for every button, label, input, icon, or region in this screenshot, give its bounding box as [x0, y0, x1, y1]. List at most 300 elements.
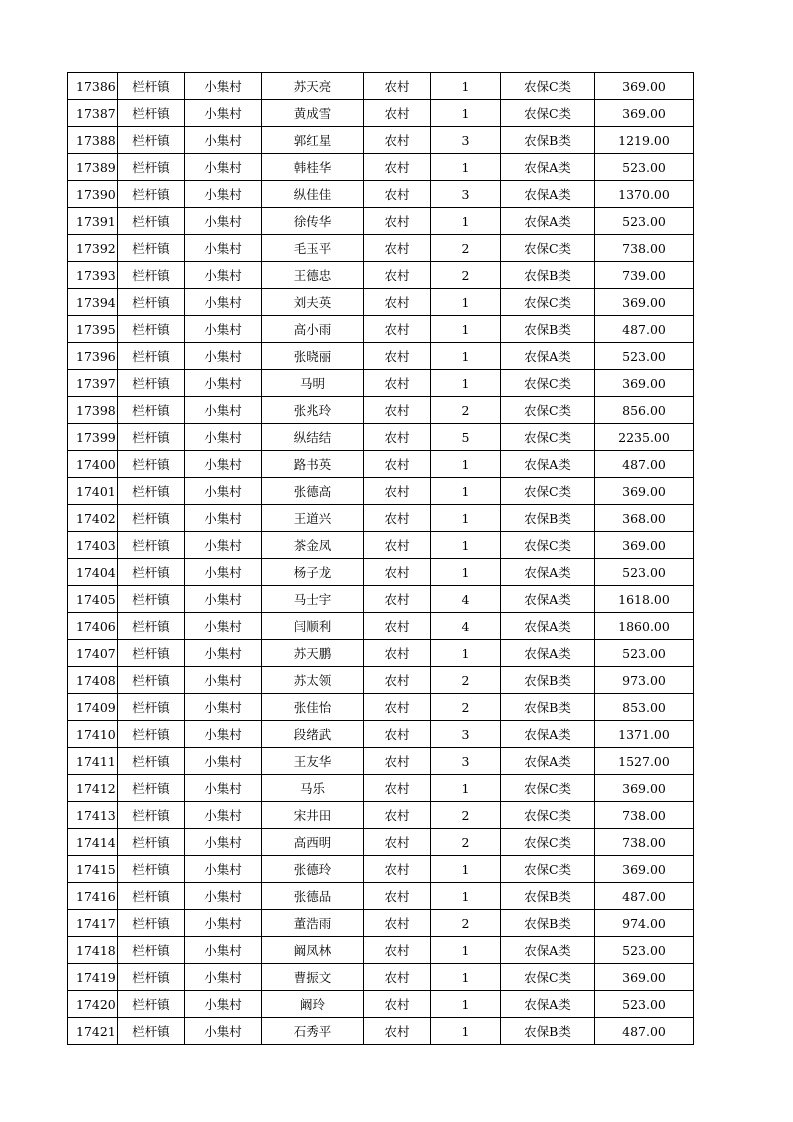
village-cell: 小集村: [185, 586, 262, 613]
insurance-category-cell: 农保B类: [501, 1018, 595, 1045]
name-cell: 苏天亮: [262, 73, 364, 100]
row-id-cell: 17414: [68, 829, 118, 856]
name-cell: 苏太领: [262, 667, 364, 694]
row-id-cell: 17399: [68, 424, 118, 451]
village-cell: 小集村: [185, 316, 262, 343]
name-cell: 曹振文: [262, 964, 364, 991]
name-cell: 王德忠: [262, 262, 364, 289]
name-cell: 王道兴: [262, 505, 364, 532]
household-count-cell: 2: [431, 667, 501, 694]
amount-cell: 1370.00: [595, 181, 694, 208]
amount-cell: 523.00: [595, 937, 694, 964]
name-cell: 苏天鹏: [262, 640, 364, 667]
village-cell: 小集村: [185, 883, 262, 910]
row-id-cell: 17389: [68, 154, 118, 181]
town-cell: 栏杆镇: [118, 289, 185, 316]
town-cell: 栏杆镇: [118, 559, 185, 586]
household-count-cell: 5: [431, 424, 501, 451]
row-id-cell: 17409: [68, 694, 118, 721]
village-cell: 小集村: [185, 802, 262, 829]
village-cell: 小集村: [185, 478, 262, 505]
amount-cell: 974.00: [595, 910, 694, 937]
town-cell: 栏杆镇: [118, 991, 185, 1018]
area-type-cell: 农村: [364, 505, 431, 532]
table-row: [68, 289, 694, 316]
name-cell: 张德高: [262, 478, 364, 505]
village-cell: 小集村: [185, 532, 262, 559]
area-type-cell: 农村: [364, 343, 431, 370]
row-id-cell: 17407: [68, 640, 118, 667]
household-count-cell: 1: [431, 208, 501, 235]
area-type-cell: 农村: [364, 289, 431, 316]
village-cell: 小集村: [185, 370, 262, 397]
row-id-cell: 17402: [68, 505, 118, 532]
row-id-cell: 17395: [68, 316, 118, 343]
village-cell: 小集村: [185, 343, 262, 370]
village-cell: 小集村: [185, 1018, 262, 1045]
amount-cell: 1219.00: [595, 127, 694, 154]
insurance-category-cell: 农保C类: [501, 100, 595, 127]
name-cell: 郭红星: [262, 127, 364, 154]
area-type-cell: 农村: [364, 532, 431, 559]
row-id-cell: 17405: [68, 586, 118, 613]
table-row: [68, 937, 694, 964]
name-cell: 茶金凤: [262, 532, 364, 559]
area-type-cell: 农村: [364, 478, 431, 505]
insurance-category-cell: 农保C类: [501, 802, 595, 829]
amount-cell: 1527.00: [595, 748, 694, 775]
row-id-cell: 17404: [68, 559, 118, 586]
insurance-category-cell: 农保A类: [501, 991, 595, 1018]
table-row: [68, 532, 694, 559]
household-count-cell: 2: [431, 235, 501, 262]
table-row: [68, 397, 694, 424]
name-cell: 张晓丽: [262, 343, 364, 370]
table-row: [68, 100, 694, 127]
insurance-category-cell: 农保C类: [501, 829, 595, 856]
area-type-cell: 农村: [364, 370, 431, 397]
area-type-cell: 农村: [364, 829, 431, 856]
insurance-category-cell: 农保C类: [501, 775, 595, 802]
household-count-cell: 1: [431, 370, 501, 397]
table-row: [68, 478, 694, 505]
insurance-category-cell: 农保C类: [501, 424, 595, 451]
name-cell: 阚玲: [262, 991, 364, 1018]
town-cell: 栏杆镇: [118, 100, 185, 127]
table-row: [68, 73, 694, 100]
amount-cell: 1371.00: [595, 721, 694, 748]
insurance-category-cell: 农保B类: [501, 505, 595, 532]
area-type-cell: 农村: [364, 964, 431, 991]
village-cell: 小集村: [185, 613, 262, 640]
area-type-cell: 农村: [364, 802, 431, 829]
area-type-cell: 农村: [364, 154, 431, 181]
area-type-cell: 农村: [364, 181, 431, 208]
area-type-cell: 农村: [364, 586, 431, 613]
table-row: [68, 424, 694, 451]
village-cell: 小集村: [185, 640, 262, 667]
household-count-cell: 1: [431, 964, 501, 991]
village-cell: 小集村: [185, 397, 262, 424]
row-id-cell: 17392: [68, 235, 118, 262]
name-cell: 纵佳佳: [262, 181, 364, 208]
village-cell: 小集村: [185, 127, 262, 154]
household-count-cell: 4: [431, 613, 501, 640]
insurance-category-cell: 农保C类: [501, 964, 595, 991]
insurance-category-cell: 农保A类: [501, 208, 595, 235]
town-cell: 栏杆镇: [118, 721, 185, 748]
area-type-cell: 农村: [364, 73, 431, 100]
household-count-cell: 1: [431, 154, 501, 181]
name-cell: 张兆玲: [262, 397, 364, 424]
amount-cell: 1618.00: [595, 586, 694, 613]
town-cell: 栏杆镇: [118, 1018, 185, 1045]
amount-cell: 973.00: [595, 667, 694, 694]
household-count-cell: 2: [431, 694, 501, 721]
name-cell: 毛玉平: [262, 235, 364, 262]
town-cell: 栏杆镇: [118, 478, 185, 505]
row-id-cell: 17419: [68, 964, 118, 991]
name-cell: 高小雨: [262, 316, 364, 343]
village-cell: 小集村: [185, 856, 262, 883]
household-count-cell: 2: [431, 910, 501, 937]
town-cell: 栏杆镇: [118, 451, 185, 478]
amount-cell: 369.00: [595, 370, 694, 397]
village-cell: 小集村: [185, 262, 262, 289]
insurance-category-cell: 农保B类: [501, 262, 595, 289]
area-type-cell: 农村: [364, 748, 431, 775]
amount-cell: 369.00: [595, 775, 694, 802]
name-cell: 韩桂华: [262, 154, 364, 181]
village-cell: 小集村: [185, 559, 262, 586]
town-cell: 栏杆镇: [118, 937, 185, 964]
table-row: [68, 343, 694, 370]
row-id-cell: 17421: [68, 1018, 118, 1045]
row-id-cell: 17393: [68, 262, 118, 289]
village-cell: 小集村: [185, 181, 262, 208]
area-type-cell: 农村: [364, 208, 431, 235]
town-cell: 栏杆镇: [118, 748, 185, 775]
insurance-category-cell: 农保C类: [501, 532, 595, 559]
household-count-cell: 1: [431, 73, 501, 100]
village-cell: 小集村: [185, 964, 262, 991]
area-type-cell: 农村: [364, 262, 431, 289]
table-row: [68, 505, 694, 532]
amount-cell: 856.00: [595, 397, 694, 424]
household-count-cell: 2: [431, 829, 501, 856]
town-cell: 栏杆镇: [118, 235, 185, 262]
area-type-cell: 农村: [364, 937, 431, 964]
table-row: [68, 154, 694, 181]
table-row: [68, 748, 694, 775]
row-id-cell: 17411: [68, 748, 118, 775]
town-cell: 栏杆镇: [118, 829, 185, 856]
household-count-cell: 1: [431, 775, 501, 802]
household-count-cell: 3: [431, 127, 501, 154]
amount-cell: 1860.00: [595, 613, 694, 640]
household-count-cell: 1: [431, 343, 501, 370]
household-count-cell: 1: [431, 856, 501, 883]
insurance-category-cell: 农保A类: [501, 640, 595, 667]
name-cell: 宋井田: [262, 802, 364, 829]
row-id-cell: 17386: [68, 73, 118, 100]
amount-cell: 368.00: [595, 505, 694, 532]
row-id-cell: 17388: [68, 127, 118, 154]
table-row: [68, 559, 694, 586]
town-cell: 栏杆镇: [118, 505, 185, 532]
row-id-cell: 17398: [68, 397, 118, 424]
household-count-cell: 2: [431, 397, 501, 424]
row-id-cell: 17394: [68, 289, 118, 316]
area-type-cell: 农村: [364, 667, 431, 694]
area-type-cell: 农村: [364, 910, 431, 937]
area-type-cell: 农村: [364, 451, 431, 478]
amount-cell: 739.00: [595, 262, 694, 289]
row-id-cell: 17387: [68, 100, 118, 127]
table-row: [68, 370, 694, 397]
town-cell: 栏杆镇: [118, 154, 185, 181]
village-cell: 小集村: [185, 154, 262, 181]
amount-cell: 369.00: [595, 73, 694, 100]
insurance-category-cell: 农保C类: [501, 478, 595, 505]
name-cell: 马明: [262, 370, 364, 397]
town-cell: 栏杆镇: [118, 667, 185, 694]
table-row: [68, 667, 694, 694]
town-cell: 栏杆镇: [118, 640, 185, 667]
name-cell: 张德品: [262, 883, 364, 910]
town-cell: 栏杆镇: [118, 775, 185, 802]
name-cell: 段绪武: [262, 721, 364, 748]
name-cell: 高西明: [262, 829, 364, 856]
row-id-cell: 17397: [68, 370, 118, 397]
insurance-category-cell: 农保C类: [501, 235, 595, 262]
amount-cell: 523.00: [595, 640, 694, 667]
name-cell: 纵结结: [262, 424, 364, 451]
amount-cell: 369.00: [595, 289, 694, 316]
amount-cell: 738.00: [595, 829, 694, 856]
area-type-cell: 农村: [364, 316, 431, 343]
household-count-cell: 1: [431, 451, 501, 478]
row-id-cell: 17416: [68, 883, 118, 910]
household-count-cell: 1: [431, 100, 501, 127]
town-cell: 栏杆镇: [118, 262, 185, 289]
amount-cell: 487.00: [595, 1018, 694, 1045]
area-type-cell: 农村: [364, 991, 431, 1018]
amount-cell: 523.00: [595, 991, 694, 1018]
amount-cell: 369.00: [595, 856, 694, 883]
table-row: [68, 613, 694, 640]
insurance-category-cell: 农保A类: [501, 721, 595, 748]
household-count-cell: 1: [431, 478, 501, 505]
table-row: [68, 829, 694, 856]
area-type-cell: 农村: [364, 721, 431, 748]
village-cell: 小集村: [185, 775, 262, 802]
table-row: [68, 586, 694, 613]
village-cell: 小集村: [185, 208, 262, 235]
household-count-cell: 2: [431, 262, 501, 289]
household-count-cell: 1: [431, 640, 501, 667]
table-row: [68, 208, 694, 235]
town-cell: 栏杆镇: [118, 964, 185, 991]
area-type-cell: 农村: [364, 775, 431, 802]
row-id-cell: 17400: [68, 451, 118, 478]
household-count-cell: 1: [431, 532, 501, 559]
insurance-category-cell: 农保A类: [501, 559, 595, 586]
village-cell: 小集村: [185, 748, 262, 775]
table-row: [68, 451, 694, 478]
table-row: [68, 883, 694, 910]
table-row: [68, 991, 694, 1018]
row-id-cell: 17417: [68, 910, 118, 937]
insurance-category-cell: 农保A类: [501, 613, 595, 640]
name-cell: 刘夫英: [262, 289, 364, 316]
area-type-cell: 农村: [364, 127, 431, 154]
area-type-cell: 农村: [364, 856, 431, 883]
village-cell: 小集村: [185, 505, 262, 532]
town-cell: 栏杆镇: [118, 694, 185, 721]
village-cell: 小集村: [185, 694, 262, 721]
household-count-cell: 4: [431, 586, 501, 613]
amount-cell: 738.00: [595, 235, 694, 262]
row-id-cell: 17418: [68, 937, 118, 964]
town-cell: 栏杆镇: [118, 802, 185, 829]
name-cell: 石秀平: [262, 1018, 364, 1045]
area-type-cell: 农村: [364, 694, 431, 721]
village-cell: 小集村: [185, 73, 262, 100]
insurance-category-cell: 农保A类: [501, 937, 595, 964]
village-cell: 小集村: [185, 424, 262, 451]
row-id-cell: 17410: [68, 721, 118, 748]
amount-cell: 523.00: [595, 559, 694, 586]
town-cell: 栏杆镇: [118, 181, 185, 208]
town-cell: 栏杆镇: [118, 532, 185, 559]
amount-cell: 2235.00: [595, 424, 694, 451]
insurance-category-cell: 农保B类: [501, 694, 595, 721]
table-row: [68, 856, 694, 883]
amount-cell: 523.00: [595, 154, 694, 181]
row-id-cell: 17408: [68, 667, 118, 694]
name-cell: 阚凤林: [262, 937, 364, 964]
table-row: [68, 964, 694, 991]
household-count-cell: 1: [431, 289, 501, 316]
area-type-cell: 农村: [364, 397, 431, 424]
insurance-category-cell: 农保A类: [501, 748, 595, 775]
town-cell: 栏杆镇: [118, 397, 185, 424]
table-row: [68, 181, 694, 208]
area-type-cell: 农村: [364, 883, 431, 910]
insurance-category-cell: 农保B类: [501, 910, 595, 937]
row-id-cell: 17413: [68, 802, 118, 829]
village-cell: 小集村: [185, 910, 262, 937]
insurance-category-cell: 农保A类: [501, 181, 595, 208]
name-cell: 马乐: [262, 775, 364, 802]
town-cell: 栏杆镇: [118, 370, 185, 397]
insurance-category-cell: 农保C类: [501, 289, 595, 316]
amount-cell: 523.00: [595, 208, 694, 235]
amount-cell: 487.00: [595, 883, 694, 910]
insurance-category-cell: 农保C类: [501, 397, 595, 424]
amount-cell: 523.00: [595, 343, 694, 370]
town-cell: 栏杆镇: [118, 586, 185, 613]
row-id-cell: 17396: [68, 343, 118, 370]
village-cell: 小集村: [185, 235, 262, 262]
town-cell: 栏杆镇: [118, 316, 185, 343]
household-count-cell: 3: [431, 748, 501, 775]
household-count-cell: 1: [431, 559, 501, 586]
insurance-category-cell: 农保A类: [501, 451, 595, 478]
name-cell: 王友华: [262, 748, 364, 775]
name-cell: 徐传华: [262, 208, 364, 235]
table-row: [68, 127, 694, 154]
table-row: [68, 262, 694, 289]
table-row: [68, 802, 694, 829]
insurance-category-cell: 农保B类: [501, 667, 595, 694]
town-cell: 栏杆镇: [118, 856, 185, 883]
area-type-cell: 农村: [364, 1018, 431, 1045]
amount-cell: 369.00: [595, 964, 694, 991]
amount-cell: 853.00: [595, 694, 694, 721]
amount-cell: 738.00: [595, 802, 694, 829]
table-row: [68, 721, 694, 748]
insurance-category-cell: 农保A类: [501, 586, 595, 613]
insurance-category-cell: 农保C类: [501, 856, 595, 883]
town-cell: 栏杆镇: [118, 208, 185, 235]
village-cell: 小集村: [185, 937, 262, 964]
name-cell: 张佳怡: [262, 694, 364, 721]
town-cell: 栏杆镇: [118, 127, 185, 154]
village-cell: 小集村: [185, 289, 262, 316]
town-cell: 栏杆镇: [118, 73, 185, 100]
table-row: [68, 775, 694, 802]
amount-cell: 487.00: [595, 451, 694, 478]
row-id-cell: 17420: [68, 991, 118, 1018]
name-cell: 路书英: [262, 451, 364, 478]
row-id-cell: 17412: [68, 775, 118, 802]
table-row: [68, 640, 694, 667]
table-row: [68, 235, 694, 262]
table-row: [68, 316, 694, 343]
row-id-cell: 17391: [68, 208, 118, 235]
row-id-cell: 17403: [68, 532, 118, 559]
table-row: [68, 1018, 694, 1045]
household-count-cell: 1: [431, 1018, 501, 1045]
household-count-cell: 3: [431, 721, 501, 748]
name-cell: 董浩雨: [262, 910, 364, 937]
household-count-cell: 1: [431, 883, 501, 910]
area-type-cell: 农村: [364, 235, 431, 262]
town-cell: 栏杆镇: [118, 613, 185, 640]
table-body: [68, 73, 694, 1045]
row-id-cell: 17406: [68, 613, 118, 640]
amount-cell: 369.00: [595, 100, 694, 127]
area-type-cell: 农村: [364, 100, 431, 127]
town-cell: 栏杆镇: [118, 910, 185, 937]
insurance-category-cell: 农保C类: [501, 370, 595, 397]
village-cell: 小集村: [185, 451, 262, 478]
village-cell: 小集村: [185, 667, 262, 694]
household-count-cell: 3: [431, 181, 501, 208]
village-cell: 小集村: [185, 721, 262, 748]
name-cell: 闫顺利: [262, 613, 364, 640]
town-cell: 栏杆镇: [118, 883, 185, 910]
insurance-category-cell: 农保B类: [501, 127, 595, 154]
town-cell: 栏杆镇: [118, 424, 185, 451]
row-id-cell: 17415: [68, 856, 118, 883]
table-row: [68, 694, 694, 721]
name-cell: 马士宇: [262, 586, 364, 613]
village-cell: 小集村: [185, 991, 262, 1018]
table-row: [68, 910, 694, 937]
